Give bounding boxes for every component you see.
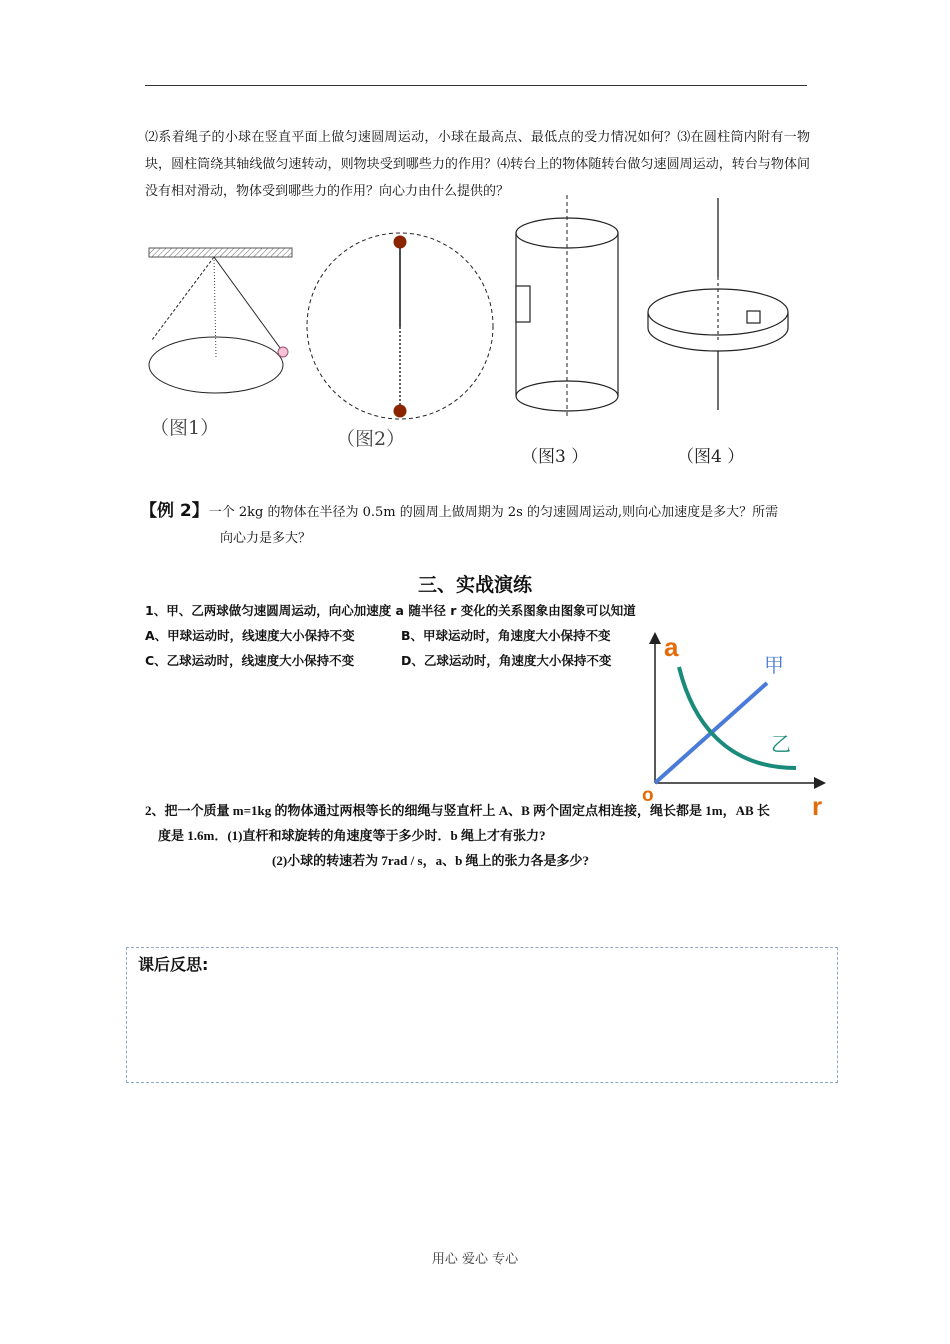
header-rule bbox=[145, 85, 807, 86]
q1-option-b: B、甲球运动时，角速度大小保持不变 bbox=[401, 628, 611, 643]
example-2-cont: 向心力是多大？ bbox=[220, 531, 312, 546]
fig1-caption: （图1） bbox=[150, 417, 220, 439]
ball-top bbox=[394, 236, 407, 249]
q2-line2: 度是 1.6m．(1)直杆和球旋转的角速度等于多少时．b 绳上才有张力? bbox=[158, 828, 546, 843]
series-jia-label: 甲 bbox=[764, 653, 784, 677]
example-2 bbox=[140, 498, 810, 552]
fig3-caption: （图3 ） bbox=[521, 447, 589, 467]
graph-a-vs-r bbox=[630, 625, 830, 820]
q2-line1: 2、把一个质量 m=1kg 的物体通过两根等长的细绳与竖直杆上 A、B 两个固定点相连接，绳长都是 1m，AB 长 bbox=[145, 803, 770, 818]
reflection-title: 课后反思: bbox=[138, 955, 209, 974]
axis-dotted bbox=[214, 257, 216, 358]
q1-option-a: A、甲球运动时，线速度大小保持不变 bbox=[145, 628, 355, 643]
figure-vertical-circle bbox=[300, 230, 500, 425]
ceiling-bar bbox=[149, 248, 292, 257]
figure-cylinder bbox=[510, 190, 625, 420]
block-on-wall bbox=[516, 286, 530, 322]
reflection-box bbox=[126, 947, 838, 1083]
fig4-caption: （图4 ） bbox=[677, 447, 745, 467]
figure-turntable bbox=[640, 195, 800, 415]
q2-line3: (2)小球的转速若为 7rad / s，a、b 绳上的张力各是多少? bbox=[272, 853, 590, 868]
example-2-tag: 【例 2】 bbox=[140, 501, 209, 521]
orbit-ellipse bbox=[149, 337, 283, 393]
block-on-table bbox=[747, 311, 760, 323]
string-solid bbox=[214, 257, 283, 352]
q1-option-c: C、乙球运动时，线速度大小保持不变 bbox=[145, 653, 355, 668]
pendulum-ball bbox=[278, 347, 288, 357]
x-axis-label: r bbox=[812, 791, 823, 820]
example-2-text: 一个 2kg 的物体在半径为 0.5m 的圆周上做周期为 2s 的匀速圆周运动,则向心加速度是多大？所需 bbox=[208, 505, 779, 520]
intro-paragraph: ⑵系着绳子的小球在竖直平面上做匀速圆周运动，小球在最高点、最低点的受力情况如何？⑶在圆柱筒内附有一物块，圆柱筒绕其轴线做匀速转动，则物块受到哪些力的作用？⑷转台上的物体随转台做匀速圆周运动，转台与物体间没有相对滑动，物体受到哪些力的作用？向心力由什么提供的？ bbox=[145, 130, 810, 199]
y-axis-label: a bbox=[664, 632, 679, 662]
q1-option-d: D、乙球运动时，角速度大小保持不变 bbox=[401, 653, 612, 668]
origin-label: o bbox=[642, 785, 654, 806]
q1-stem: 1、甲、乙两球做匀速圆周运动，向心加速度 a 随半径 r 变化的关系图象由图象可以知道 bbox=[145, 603, 636, 618]
series-yi-label: 乙 bbox=[771, 732, 791, 756]
ball-bottom bbox=[394, 405, 407, 418]
fig2-caption: （图2） bbox=[336, 428, 406, 450]
string-dashed bbox=[152, 257, 214, 340]
page-footer: 用心 爱心 专心 bbox=[431, 1252, 519, 1267]
figure-conical-pendulum bbox=[140, 240, 305, 405]
section-title: 三、实战演练 bbox=[417, 574, 532, 596]
